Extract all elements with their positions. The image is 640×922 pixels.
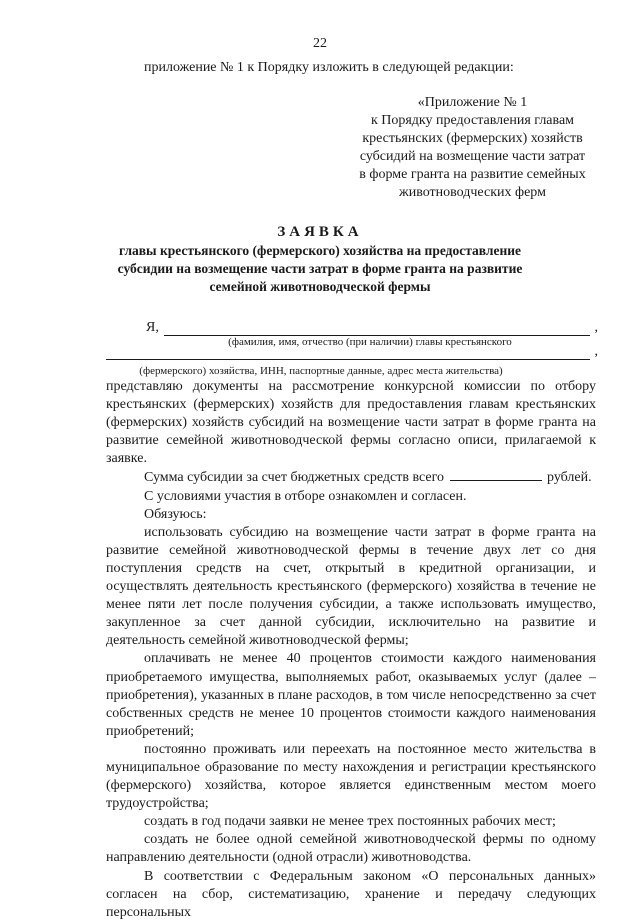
line-comma: , xyxy=(594,320,598,335)
body-text xyxy=(106,378,596,922)
subsidy-amount-label: Сумма субсидии за счет бюджетных средств всего xyxy=(144,470,445,486)
document-title: ЗАЯВКА xyxy=(277,224,363,240)
applicant-details-line xyxy=(106,344,598,364)
paragraph: представляю документы на рассмотрение конкурсной комиссии по отбору крестьянских (фермерских) хозяйств для предоставления главам крестьянских (фермерских) хозяйств субсидий на возмещение части затрат в форме гранта на развитие семейной животноводческой фермы согласно описи, прилагаемой к заявке. xyxy=(106,379,596,467)
page-number: 22 xyxy=(313,36,327,51)
appendix-line: крестьянских (фермерских) хозяйств xyxy=(362,131,583,146)
intro-line: приложение № 1 к Порядку изложить в следующей редакции: xyxy=(144,60,514,75)
subtitle-line: семейной животноводческой фермы xyxy=(209,279,431,294)
caption-details: (фермерского) хозяйства, ИНН, паспортные данные, адрес места жительства) xyxy=(139,365,503,377)
appendix-line: к Порядку предоставления главам xyxy=(370,113,575,128)
paragraph: использовать субсидию на возмещение части затрат в форме гранта на развитие семейной животноводческой фермы в течение двух лет со дня поступления средств на счет, открытый в кредитной организации, и осуществлять деятельность крестьянского (фермерского) хозяйства в течение не менее пяти лет после получения субсидии, а также использовать имущество, закупленное за счет данной субсидии, исключительно на развитие и деятельность семейной животноводческой фермы; xyxy=(106,524,596,649)
paragraph: постоянно проживать или переехать на постоянное место жительства в муниципальное образование по месту нахождения и регистрации крестьянского (фермерского) хозяйства, которое является единственным местом моего трудоустройства; xyxy=(106,741,596,812)
appendix-line: «Приложение № 1 xyxy=(417,95,528,110)
paragraph: Обязуюсь: xyxy=(144,506,207,522)
applicant-prefix: Я, xyxy=(146,320,159,335)
subsidy-amount-paragraph xyxy=(106,468,596,487)
paragraph: оплачивать не менее 40 процентов стоимости каждого наименования приобретаемого имущества, выполняемых работ, оказываемых услуг (далее – приобретения), указанных в плане расходов, в том числе непосредственно за счет собственных средств не менее 10 процентов стоимости каждого наименования приобретений; xyxy=(106,651,596,739)
caption-name: (фамилия, имя, отчество (при наличии) главы крестьянского xyxy=(228,336,512,348)
subsidy-amount-blank[interactable] xyxy=(450,468,542,481)
appendix-header xyxy=(355,94,590,202)
line-comma: , xyxy=(594,344,598,359)
appendix-line: животноводческих ферм xyxy=(399,185,546,200)
paragraph: создать не более одной семейной животноводческой фермы по одному направлению деятельности (одной отрасли) животноводства. xyxy=(106,832,596,866)
subtitle-line: главы крестьянского (фермерского) хозяйства на предоставление xyxy=(119,243,521,258)
applicant-details-blank[interactable] xyxy=(106,359,590,360)
subsidy-amount-unit: рублей. xyxy=(547,470,592,486)
paragraph: В соответствии с Федеральным законом «О персональных данных» согласен на сбор, систематизацию, хранение и передачу следующих персональных xyxy=(106,868,596,920)
appendix-line: в форме гранта на развитие семейных xyxy=(359,167,586,182)
appendix-line: субсидий на возмещение части затрат xyxy=(359,149,586,164)
paragraph: создать в год подачи заявки не менее трех постоянных рабочих мест; xyxy=(144,814,556,830)
subtitle-line: субсидии на возмещение части затрат в форме гранта на развитие xyxy=(117,261,523,276)
document-title-block xyxy=(100,222,540,296)
paragraph: С условиями участия в отборе ознакомлен и согласен. xyxy=(144,488,467,504)
